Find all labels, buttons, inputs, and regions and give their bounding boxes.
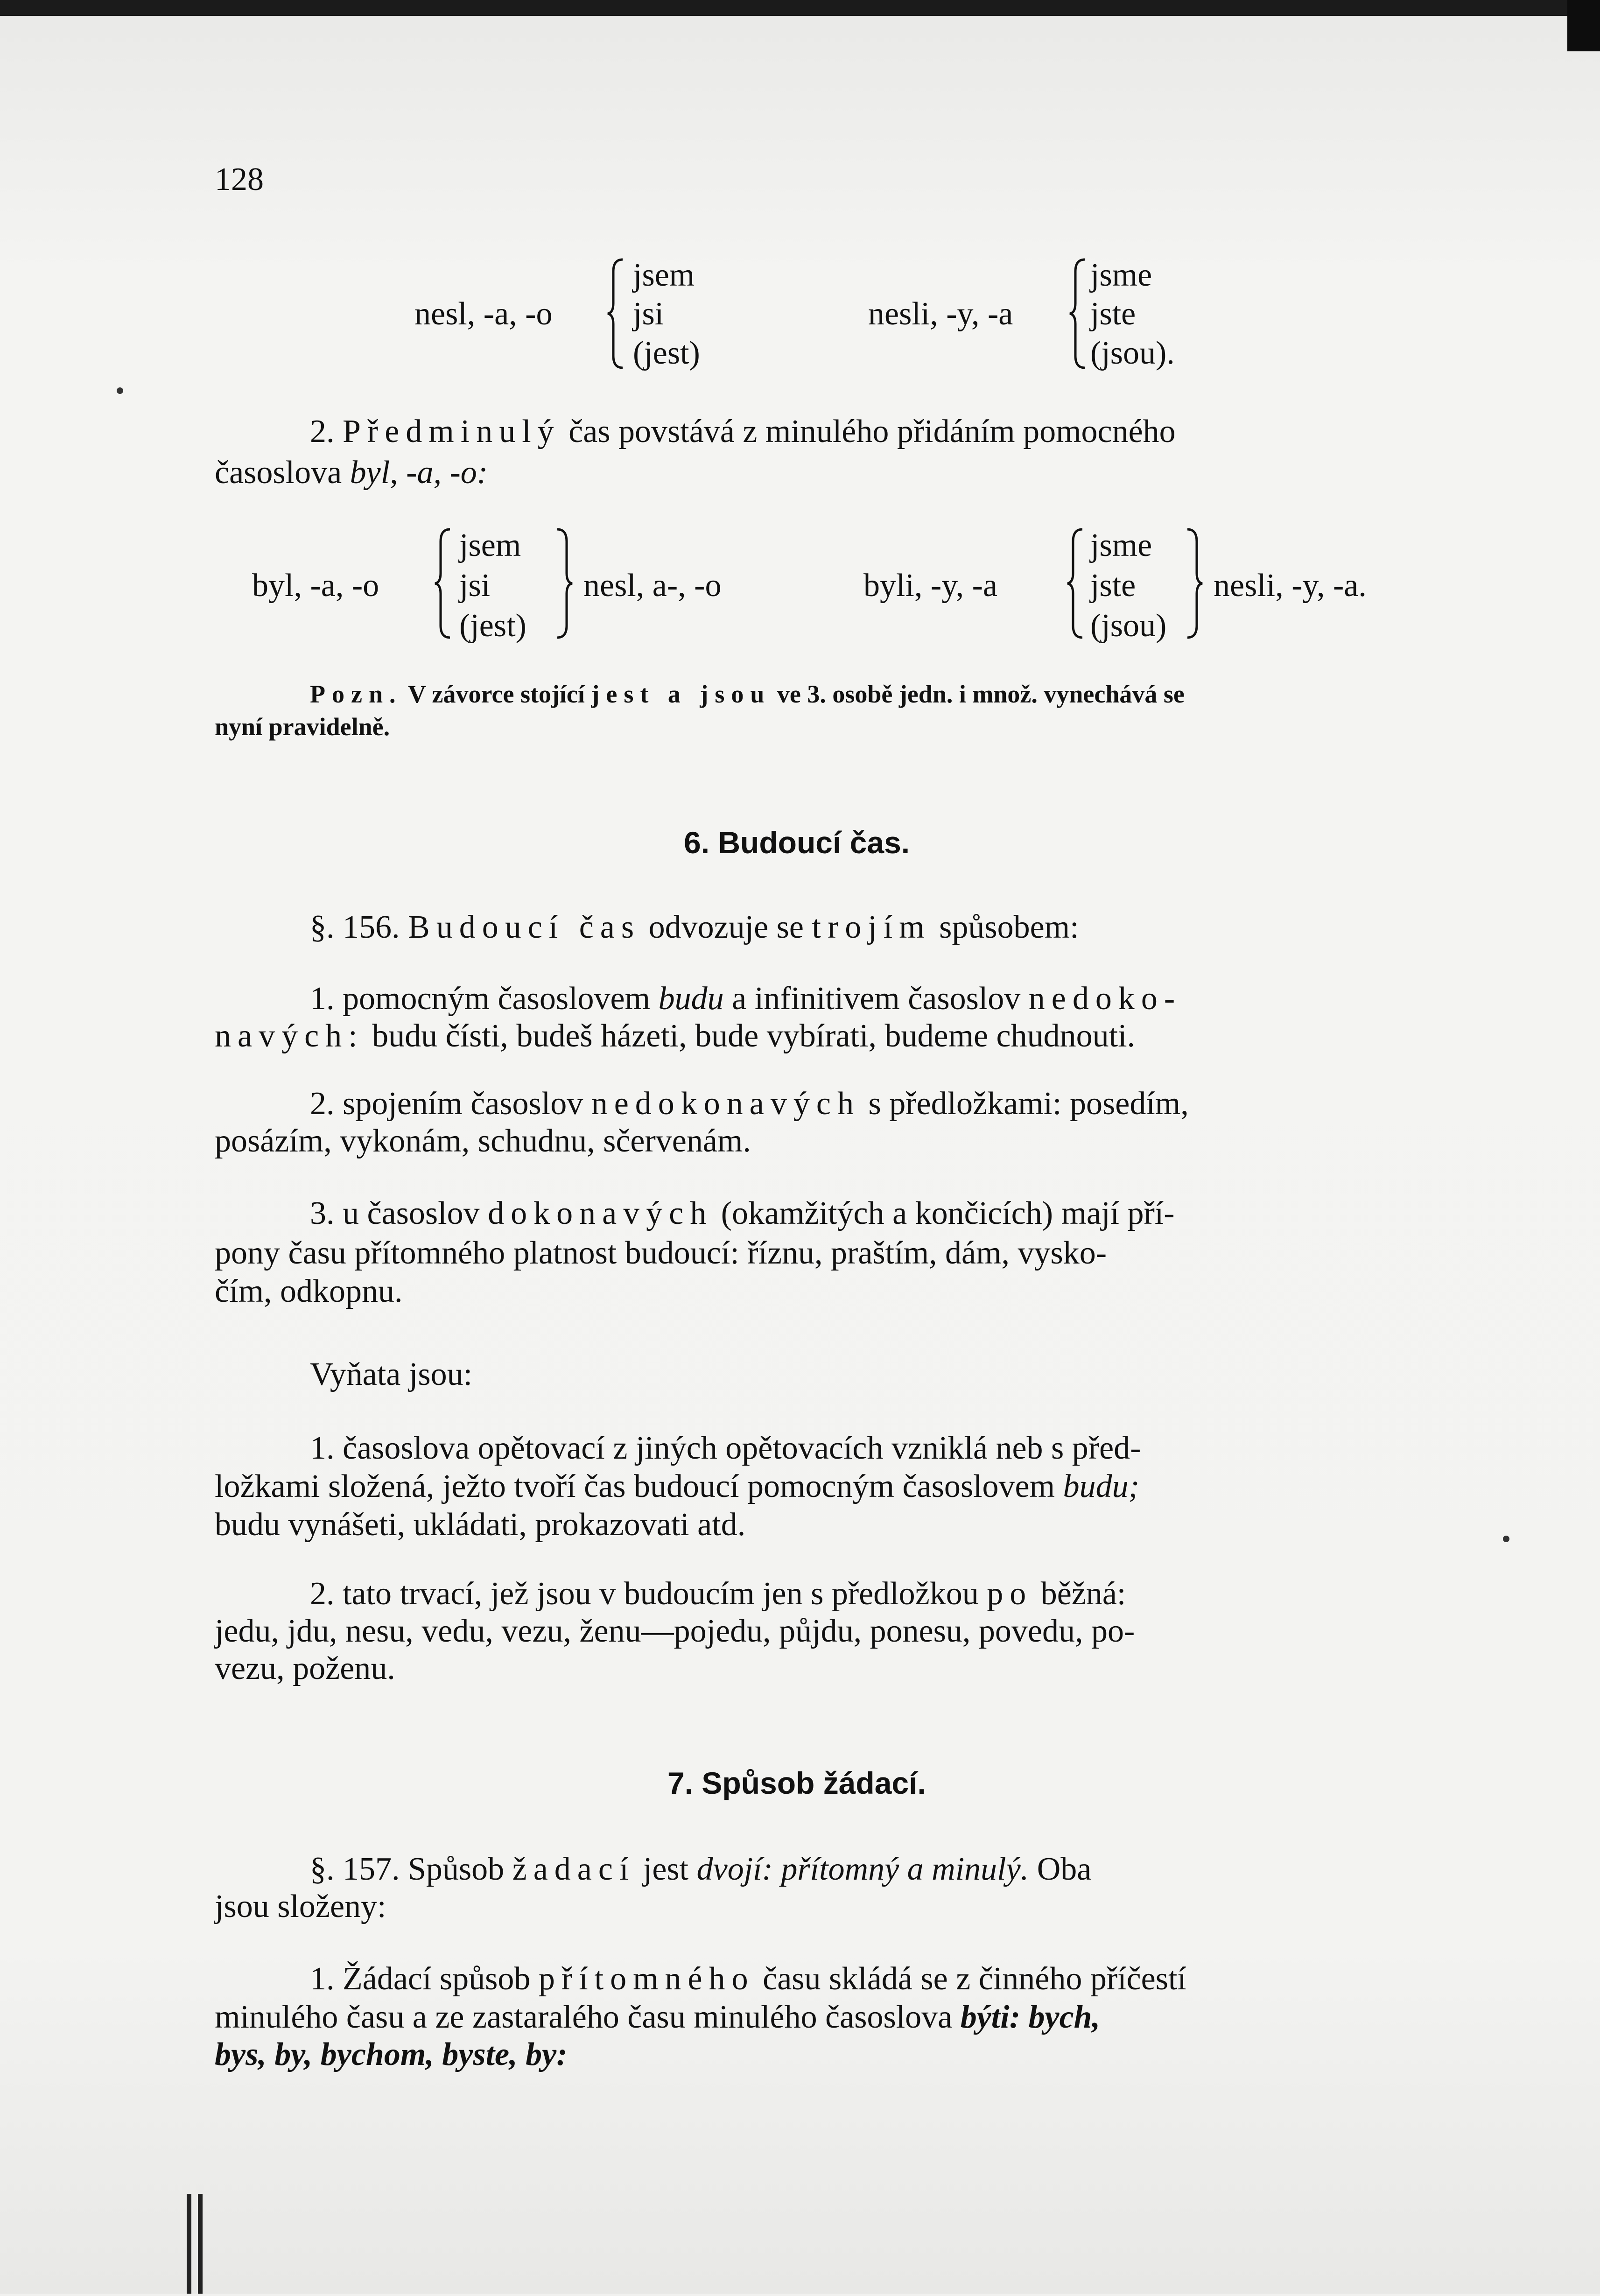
conj1-right-label: nesli, -y, -a	[868, 296, 1013, 332]
zadaci-line-1: 1. Žádací spůsob přítomného času skládá se z činného příčestí	[310, 1961, 1186, 1997]
conj2-right-form: jsme	[1090, 527, 1152, 563]
brace-icon	[1069, 258, 1087, 370]
item-2-line-2: posázím, vykonám, schudnu, sčervenám.	[215, 1123, 751, 1159]
conj1-left-label: nesl, -a, -o	[414, 296, 553, 332]
para-157-line-2: jsou složeny:	[215, 1889, 386, 1924]
brace-icon	[1067, 527, 1084, 639]
note-line-2: nyní pravidelně.	[215, 713, 390, 741]
pluperfect-line-1: 2. Předminulý čas povstává z minulého přidáním pomocného	[310, 414, 1176, 449]
exception-2-line-3: vezu, poženu.	[215, 1650, 395, 1686]
note-line-1: Pozn. V závorce stojící jest a jsou ve 3. osobě jedn. i množ. vynechává se	[310, 680, 1185, 708]
item-1-line-2: navých: budu čísti, budeš házeti, bude vybírati, budeme chudnouti.	[215, 1018, 1136, 1054]
exception-1-line-3: budu vynášeti, ukládati, prokazovati atd.	[215, 1507, 746, 1543]
scan-speck	[1503, 1536, 1509, 1542]
scan-bottom-marks	[187, 2194, 215, 2294]
pluperfect-line-2: časoslova byl, -a, -o:	[215, 455, 488, 491]
para-157-line-1: §. 157. Spůsob žadací jest dvojí: přítomný a minulý. Oba	[310, 1851, 1092, 1887]
conj2-left-form: (jest)	[459, 608, 526, 644]
exception-2-line-2: jedu, jdu, nesu, vedu, vezu, ženu—pojedu, půjdu, ponesu, povedu, po-	[215, 1613, 1135, 1649]
item-3-line-2: pony času přítomného platnost budoucí: říznu, praštím, dám, vysko-	[215, 1235, 1107, 1271]
conj1-right-form: jsme	[1090, 257, 1152, 293]
section-6-heading: 6. Budoucí čas.	[684, 825, 910, 860]
conj2-right-form: jste	[1090, 568, 1136, 604]
conj2-right-label: byli, -y, -a	[863, 568, 998, 604]
conj2-left-form: jsem	[459, 527, 521, 563]
scan-top-edge	[0, 0, 1600, 16]
conj1-left-form: jsem	[633, 257, 695, 293]
conj1-right-form: jste	[1090, 296, 1136, 332]
exception-1-line-1: 1. časoslova opětovací z jiných opětovacích vzniklá neb s před-	[310, 1430, 1141, 1466]
conj1-right-form: (jsou).	[1090, 335, 1175, 371]
item-3-line-1: 3. u časoslov dokonavých (okamžitých a končicích) mají pří-	[310, 1195, 1175, 1231]
scan-corner	[1567, 0, 1600, 51]
conj1-left-form: (jest)	[633, 335, 700, 371]
exception-2-line-1: 2. tato trvací, jež jsou v budoucím jen s předložkou po běžná:	[310, 1576, 1126, 1612]
item-2-line-1: 2. spojením časoslov nedokonavých s předložkami: posedím,	[310, 1086, 1189, 1122]
item-1-line-1: 1. pomocným časoslovem budu a infinitivem časoslov nedoko-	[310, 981, 1182, 1017]
brace-icon	[434, 527, 452, 639]
exceptions-heading: Vyňata jsou:	[310, 1356, 473, 1392]
scan-speck	[117, 387, 123, 394]
brace-icon	[607, 258, 625, 370]
conj1-left-form: jsi	[633, 296, 664, 332]
conj2-left-form: jsi	[459, 568, 491, 604]
exception-1-line-2: ložkami složená, ježto tvoří čas budoucí pomocným časoslovem budu;	[215, 1468, 1139, 1504]
section-7-heading: 7. Spůsob žádací.	[667, 1766, 926, 1800]
page-number: 128	[215, 161, 264, 197]
brace-close-icon	[555, 527, 573, 639]
conj2-left-label: byl, -a, -o	[252, 568, 379, 604]
conj2-right-tail: nesli, -y, -a.	[1214, 568, 1367, 604]
zadaci-line-3: bys, by, bychom, byste, by:	[215, 2036, 568, 2072]
item-3-line-3: čím, odkopnu.	[215, 1273, 403, 1309]
conj2-right-form: (jsou)	[1090, 608, 1167, 644]
para-156: §. 156. Budoucí čas odvozuje se trojím spůsobem:	[310, 909, 1079, 945]
brace-close-icon	[1186, 527, 1203, 639]
conj2-left-tail: nesl, a-, -o	[583, 568, 722, 604]
zadaci-line-2: minulého času a ze zastaralého času minulého časoslova býti: bych,	[215, 1999, 1101, 2035]
